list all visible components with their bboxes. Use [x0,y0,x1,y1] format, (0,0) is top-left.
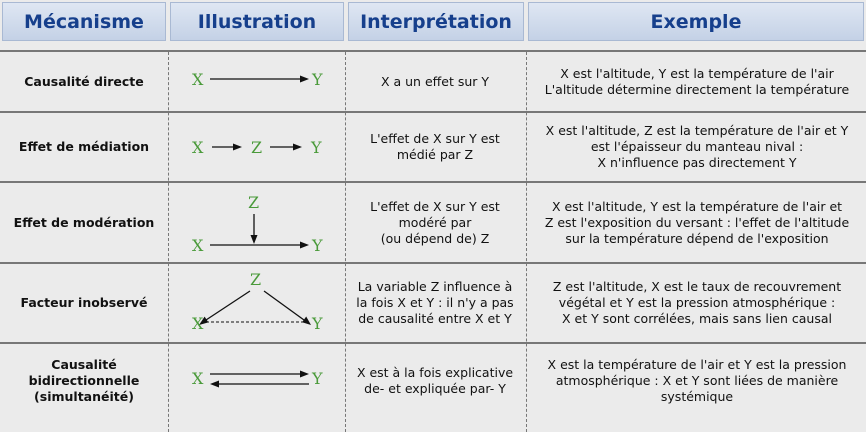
diagram-unobserved-factor [170,264,344,342]
interpretation-mediation: L'effet de X sur Y est médié par Z [370,131,500,162]
mechanism-moderation: Effet de modération [13,214,155,230]
interpretation-bidirectional: X est à la fois explicative de- et expliquée par- Y [356,365,514,396]
node-x: X [192,138,204,157]
example-mediation: X est l'altitude, Z est la température de l'air et Y est l'épaisseur du manteau nival : X n'influence pas directement Y [545,123,849,170]
arrowhead [233,144,242,151]
node-z: Z [251,138,263,157]
example-direct-causality: X est l'altitude, Y est la température de l'air L'altitude détermine directement la température [544,65,850,97]
example-bidirectional: X est la température de l'air et Y est la pression atmosphérique : X et Y sont liées de manière systémique [547,357,847,404]
arrowhead [251,235,258,244]
node-z: Z [250,270,262,289]
node-x: X [192,236,204,255]
node-z: Z [248,193,260,212]
node-y: Y [311,138,322,157]
column-divider [168,52,169,432]
header-interpretation: Interprétation [348,2,524,41]
node-y: Y [312,236,323,255]
arrowhead [300,76,309,83]
node-x: X [192,314,204,333]
diagram-bidirectional [170,344,344,418]
example-moderation: X est l'altitude, Y est la température de l'air et Z est l'exposition du versant : l'effet de l'altitude sur la température dépend de l'exposition [544,198,850,246]
node-x: X [192,369,204,388]
header-illustration: Illustration [170,2,344,41]
arrow-z-to-x [206,291,250,320]
arrowhead [300,371,309,378]
arrowhead [210,381,219,388]
diagram-direct-causality [170,52,344,111]
mechanism-direct-causality: Causalité directe [24,73,144,89]
arrow-z-to-y [264,291,304,320]
node-y: Y [312,70,323,89]
arrowhead [300,242,309,249]
column-divider [526,52,527,432]
arrowhead [302,317,311,326]
node-y: Y [312,314,323,333]
header-mechanism: Mécanisme [2,2,166,41]
mechanism-mediation: Effet de médiation [18,139,150,154]
mechanism-unobserved-factor: Facteur inobservé [20,295,148,310]
diagram-moderation [170,183,344,262]
arrowhead [293,144,302,151]
interpretation-unobserved-factor: La variable Z influence à la fois X et Y : il n'y a pas de causalité entre X et Y [356,279,514,326]
interpretation-moderation: L'effet de X sur Y est modéré par (ou dépend de) Z [370,198,500,246]
node-x: X [192,70,204,89]
diagram-mediation [170,113,344,181]
mechanism-bidirectional: Causalité bidirectionnelle (simultanéité) [28,357,140,404]
example-unobserved-factor: Z est l'altitude, X est le taux de recouvrement végétal et Y est la pression atmosphérique : X et Y sont corrélées, mais sans lien causal [552,279,842,326]
header-example: Exemple [528,2,864,41]
node-y: Y [312,369,323,388]
interpretation-direct-causality: X a un effet sur Y [380,73,490,89]
